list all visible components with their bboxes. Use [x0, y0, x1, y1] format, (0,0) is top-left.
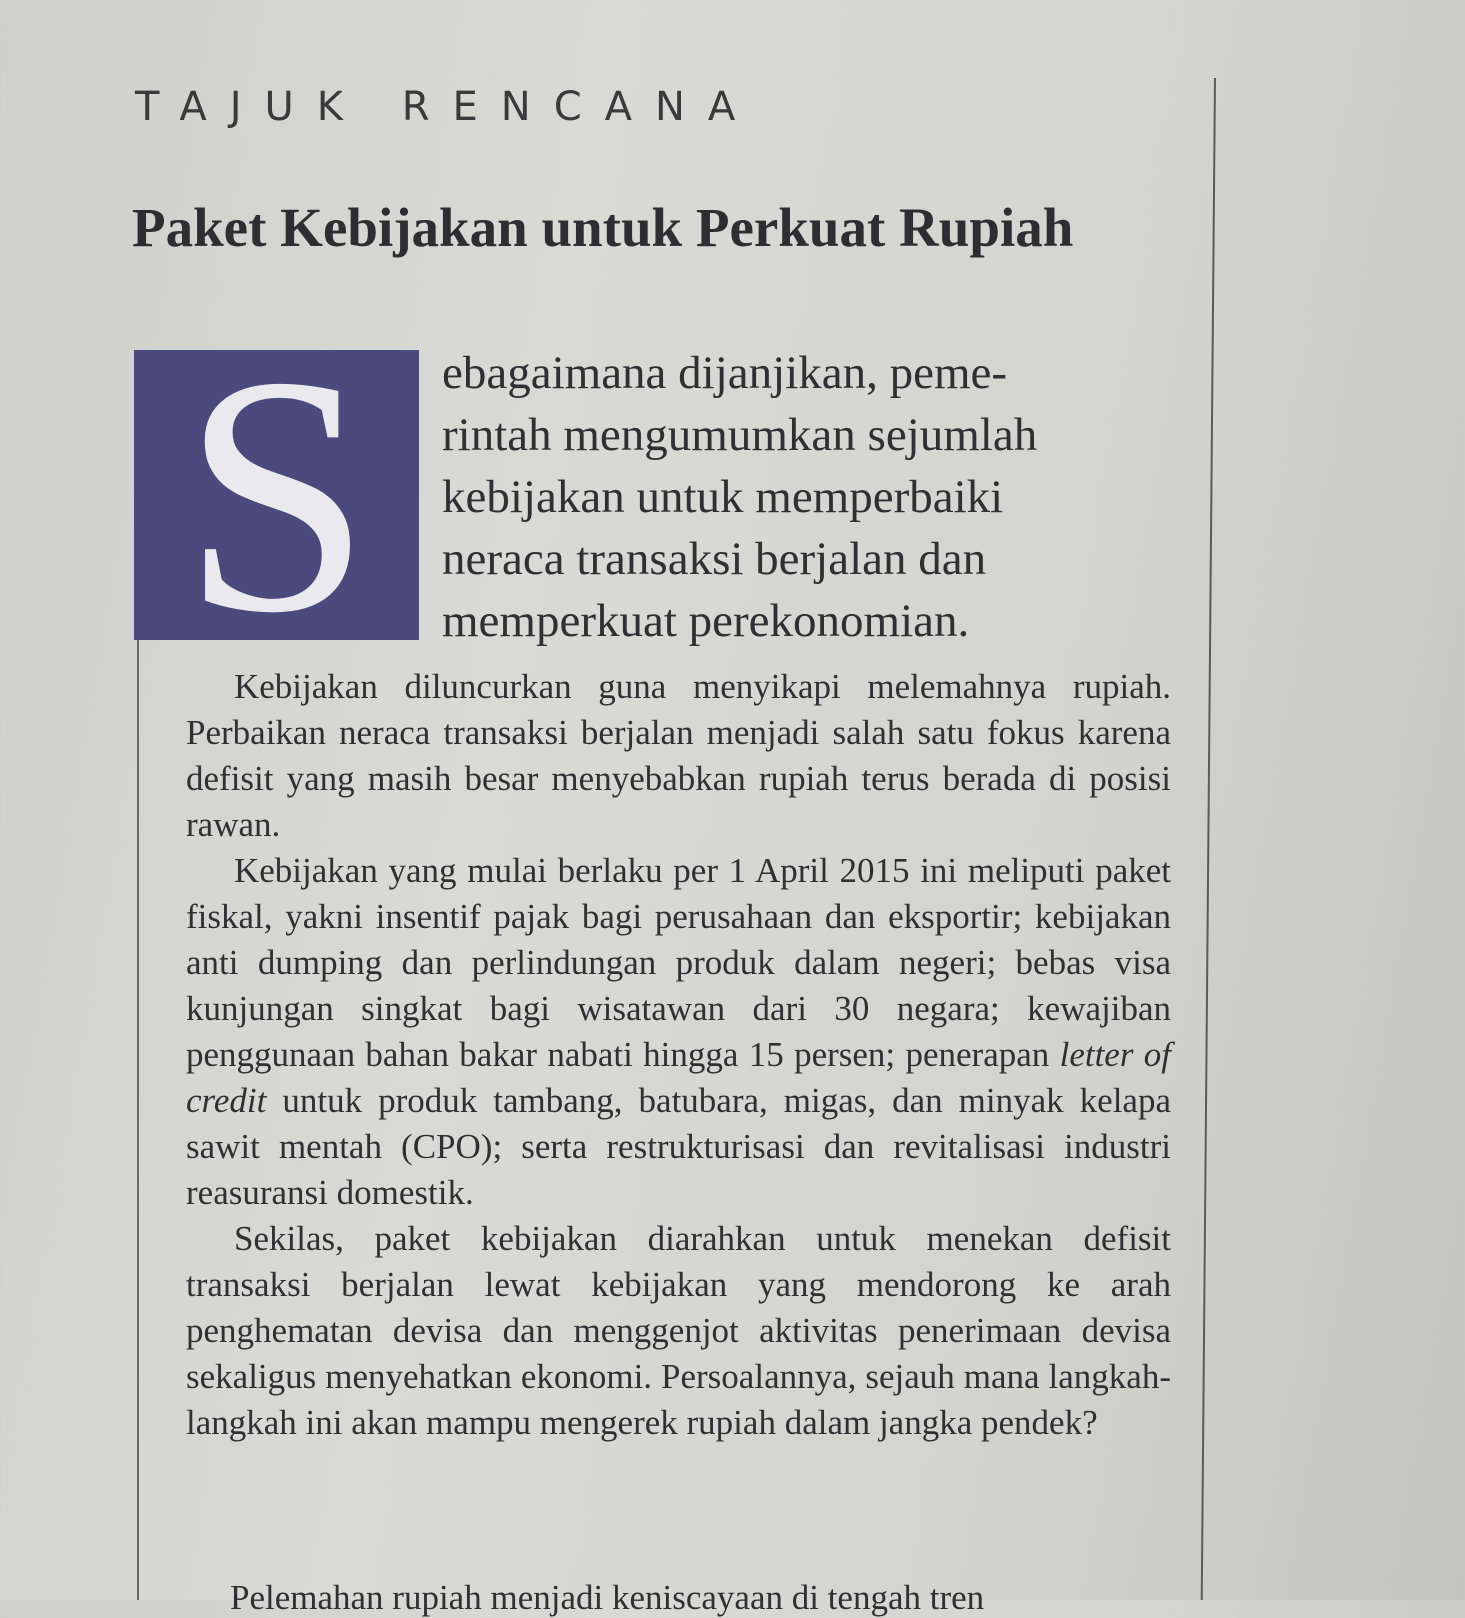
drop-cap-letter: S: [181, 306, 372, 683]
editorial-headline: Paket Kebijakan untuk Perkuat Rupiah: [132, 197, 1074, 258]
paragraph-2-text: Kebijakan yang mulai berlaku per 1 April 2015 ini meliputi paket fiskal, yakni insentif pajak bagi perusahaan dan eksportir; kebijakan anti dumping dan perlindungan produk dalam negeri; bebas visa kunjungan singkat bagi wisatawan dari 30 negara; kewajiban penggunaan bahan bakar nabati hingga 15 persen; penerapan: [186, 851, 1171, 1074]
lead-line: ebagaimana dijanjikan, peme-: [442, 347, 1008, 399]
lead-line: memperkuat perekonomian.: [442, 595, 970, 647]
article-body: [186, 664, 1171, 1446]
left-rule: [137, 640, 139, 1600]
paragraph-4-partial: Pelemahan rupiah menjadi keniscayaan di tengah tren: [230, 1578, 985, 1617]
paragraph-3: Sekilas, paket kebijakan diarahkan untuk menekan defisit transaksi berjalan lewat kebijakan yang mendorong ke arah penghematan devisa dan menggenjot aktivitas penerimaan devisa sekaligus menyehatkan ekonomi. Persoalannya, sejauh mana langkah-langkah ini akan mampu mengerek rupiah dalam jangka pendek?: [186, 1219, 1171, 1442]
paragraph-2: [186, 848, 1171, 1216]
column-divider: [1201, 78, 1216, 1600]
italic-term: letter of credit: [186, 1035, 1171, 1120]
paragraph-1: Kebijakan diluncurkan guna menyikapi melemahnya rupiah. Perbaikan neraca transaksi berjalan menjadi salah satu fokus karena defisit yang masih besar menyebabkan rupiah terus berada di posisi rawan.: [186, 667, 1171, 844]
lead-line: neraca transaksi berjalan dan: [442, 533, 987, 585]
lead-paragraph: [442, 342, 1162, 652]
drop-cap-box: [134, 306, 419, 683]
lead-line: kebijakan untuk memperbaiki: [442, 471, 1004, 523]
paragraph-2-text: untuk produk tambang, batubara, migas, dan minyak kelapa sawit mentah (CPO); serta restrukturisasi dan revitalisasi industri reasuransi domestik.: [186, 1081, 1171, 1212]
section-label: TAJUK RENCANA: [135, 84, 759, 130]
lead-line: rintah mengumumkan sejumlah: [442, 409, 1038, 461]
